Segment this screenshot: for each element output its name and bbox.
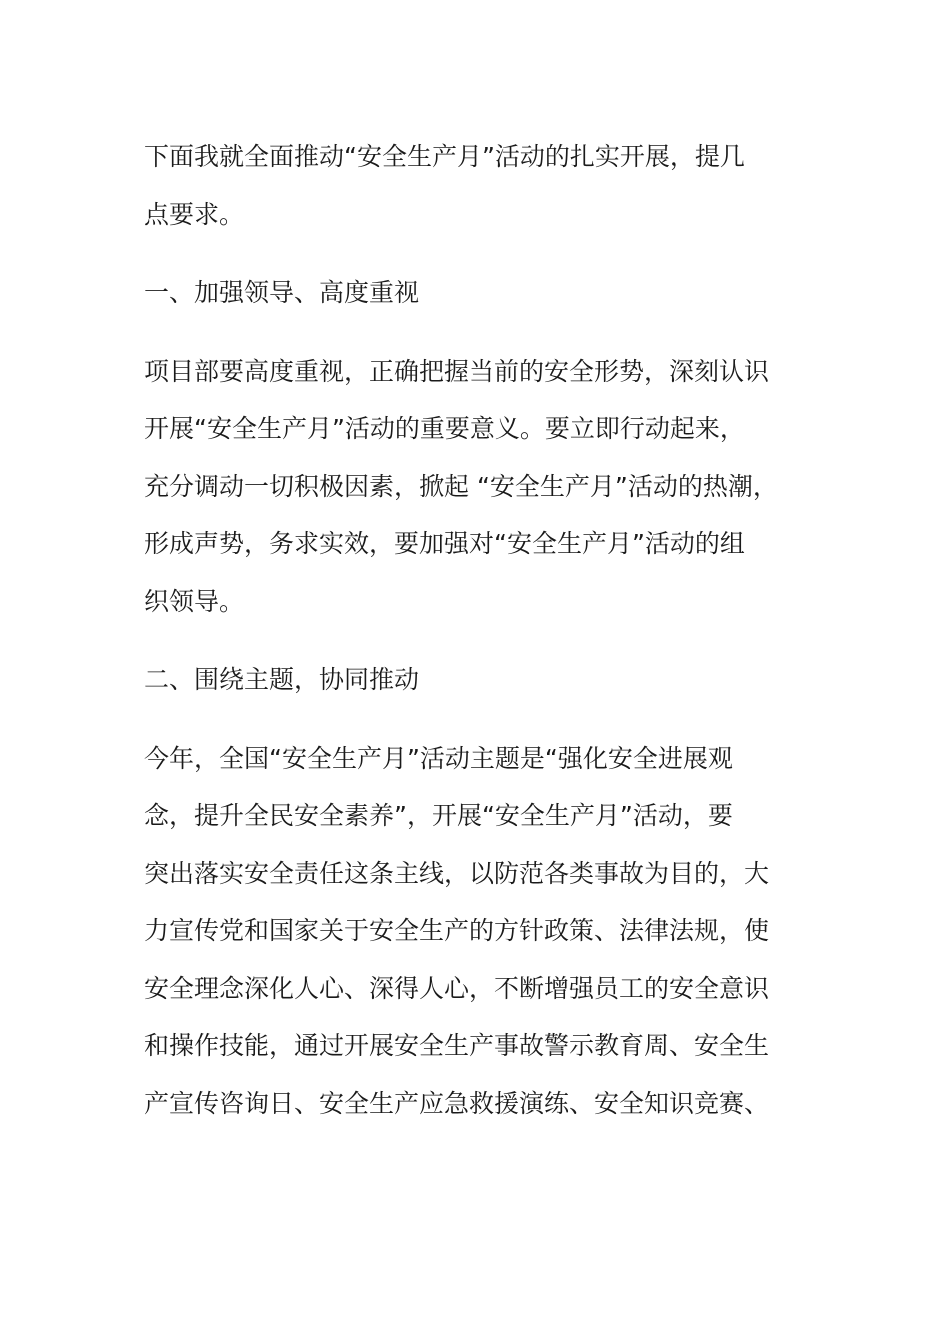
document-body — [144, 128, 814, 1132]
text-line: 下面我就全面推动“安全生产月”活动的扎实开展，提几 — [144, 142, 745, 171]
paragraph-body-1 — [144, 343, 814, 631]
text-line: 点要求。 — [144, 199, 245, 229]
paragraph-intro — [144, 128, 814, 243]
text-line: 和操作技能，通过开展安全生产事故警示教育周、安全生 — [144, 1031, 770, 1060]
text-line: 充分调动一切积极因素，掀起 “安全生产月”活动的热潮， — [144, 471, 778, 501]
text-line: 念，提升全民安全素养”，开展“安全生产月”活动，要 — [144, 801, 733, 830]
text-line: 织领导。 — [144, 586, 245, 616]
text-line: 形成声势，务求实效，要加强对“安全生产月”活动的组 — [144, 529, 745, 558]
text-line: 产宣传咨询日、安全生产应急救援演练、安全知识竞赛、 — [144, 1088, 770, 1118]
section-heading-1 — [144, 264, 814, 322]
text-line: 开展“安全生产月”活动的重要意义。要立即行动起来， — [144, 414, 745, 443]
text-line: 突出落实安全责任这条主线，以防范各类事故为目的，大 — [144, 858, 770, 888]
paragraph-body-2 — [144, 730, 814, 1133]
text-line: 今年，全国“安全生产月”活动主题是“强化安全进展观 — [144, 743, 733, 773]
section-heading: 二、围绕主题，协同推动 — [144, 665, 420, 694]
section-heading-2 — [144, 651, 814, 709]
text-line: 力宣传党和国家关于安全生产的方针政策、法律法规，使 — [144, 916, 770, 945]
text-line: 项目部要高度重视，正确把握当前的安全形势，深刻认识 — [144, 356, 770, 386]
section-heading: 一、加强领导、高度重视 — [144, 278, 420, 307]
text-line: 安全理念深化人心、深得人心，不断增强员工的安全意识 — [144, 973, 770, 1003]
